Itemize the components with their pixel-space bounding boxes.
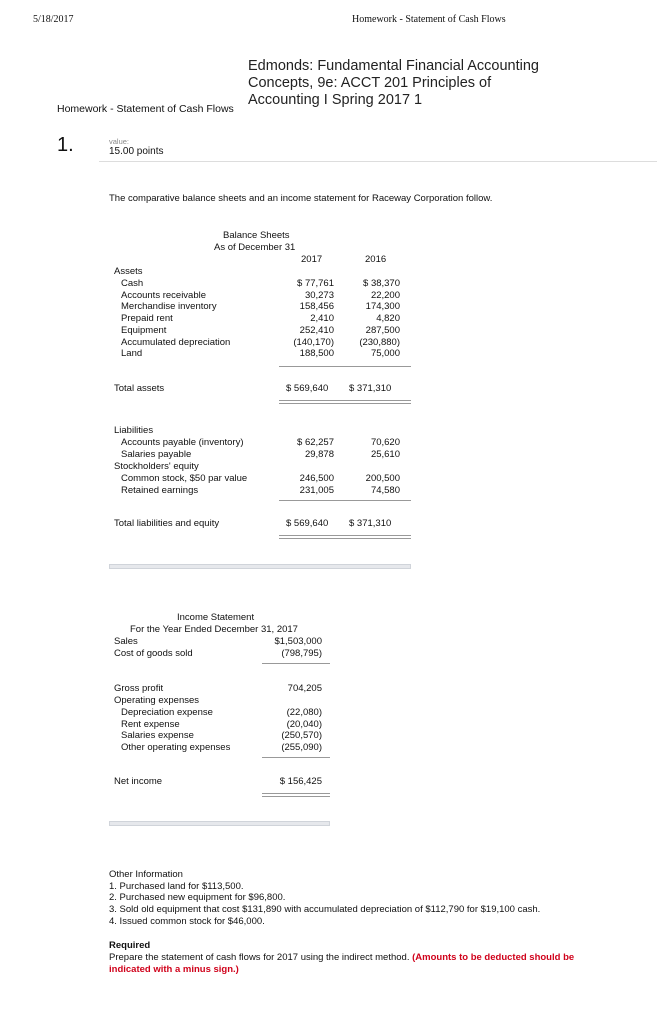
is-subtitle: For the Year Ended December 31, 2017 [130,624,298,635]
underline [279,366,411,367]
bs-row-label: Accounts payable (inventory) [121,437,244,448]
bs-equity-2017 [278,473,334,496]
liabilities-heading: Liabilities [114,425,154,436]
assets-heading: Assets [114,266,143,277]
bs-liab-2016 [344,437,400,460]
bs-title: Balance Sheets [223,230,290,241]
is-value: (255,090) [281,742,322,754]
bs-value: 246,500 [299,473,334,484]
intro-text: The comparative balance sheets and an income statement for Raceway Corporation follow. [109,193,493,204]
bs-row-label: Prepaid rent [121,313,173,325]
is-sales-value: $1,503,000 [274,636,322,647]
is-opex-heading: Operating expenses [114,695,200,706]
required-instruction: Prepare the statement of cash flows for 2017 using the indirect method. [109,952,410,963]
bs-value: (140,170) [293,336,334,348]
bs-value: 25,610 [370,448,400,460]
total-assets-2016: $ 371,310 [349,383,392,394]
bs-value: 74,580 [370,484,400,496]
bs-row-label: Retained earnings [121,484,199,496]
bs-value: 231,005 [299,484,334,496]
bs-value: 30,273 [304,289,334,301]
underline [279,500,411,501]
bs-value: 200,500 [365,473,400,484]
bs-equity-2016 [344,473,400,496]
is-gross-profit-value: 704,205 [287,683,322,694]
bs-value: 22,200 [370,289,400,301]
other-info-item: 3. Sold old equipment that cost $131,890 with accumulated depreciation of $112,790 for $19,100 cash. [109,904,541,916]
bs-value: 287,500 [365,324,400,336]
total-le-label: Total liabilities and equity [114,518,220,529]
bs-row-label: Land [121,348,143,360]
bs-value: 75,000 [370,348,400,360]
is-opex-values [250,707,322,754]
is-gross-profit-label: Gross profit [114,683,164,694]
required-title: Required [109,940,151,951]
is-opex-labels [121,707,230,754]
required-note: (Amounts to be deducted should be indicated with a minus sign.) [109,952,575,975]
bs-value: 158,456 [299,301,334,313]
total-le-2016: $ 371,310 [349,518,392,529]
is-net-income-label: Net income [114,776,163,787]
bs-row-label: Common stock, $50 par value [121,473,248,484]
bs-labels-equity [121,473,247,496]
bs-row-label: Cash [121,278,144,289]
bs-subtitle: As of December 31 [214,242,296,253]
bs-value: $ 62,257 [297,437,334,448]
double-underline [262,796,330,797]
other-info [109,869,540,928]
is-row-label: Rent expense [121,718,180,730]
double-underline [279,400,411,401]
double-underline [279,538,411,539]
other-info-title: Other Information [109,869,183,880]
bs-assets-2016 [344,278,400,360]
is-cogs-value: (798,795) [281,648,322,659]
double-underline [262,793,330,794]
is-row-label: Other operating expenses [121,742,231,754]
print-date: 5/18/2017 [33,14,74,25]
double-underline [279,403,411,404]
is-title: Income Statement [177,612,255,623]
is-sales-label: Sales [114,636,138,647]
bs-col-2016: 2016 [365,254,387,265]
bs-value: 188,500 [299,348,334,360]
is-value: (20,040) [286,718,322,730]
bs-col-2017: 2017 [301,254,323,265]
question-number: 1. [57,134,74,156]
is-value: (22,080) [286,707,322,718]
underline [262,757,330,758]
bs-row-label: Equipment [121,324,167,336]
bs-assets-2017 [278,278,334,360]
other-info-item: 2. Purchased new equipment for $96,800. [109,892,286,904]
bs-value: (230,880) [359,336,400,348]
is-row-label: Depreciation expense [121,707,213,718]
equity-heading: Stockholders' equity [114,461,199,472]
double-underline [279,535,411,536]
bs-value: 2,410 [310,313,334,325]
is-value: (250,570) [281,730,322,742]
bs-row-label: Accumulated depreciation [121,336,231,348]
bs-value: 174,300 [365,301,400,313]
section-separator [109,564,411,569]
bs-row-label: Accounts receivable [121,289,207,301]
course-title: Edmonds: Fundamental Financial Accounting Concepts, 9e: ACCT 201 Principles of Accounting I Spring 2017 1 [248,58,539,108]
is-row-label: Salaries expense [121,730,194,742]
bs-row-label: Merchandise inventory [121,301,217,313]
total-le-2017: $ 569,640 [286,518,329,529]
bs-value: $ 38,370 [363,278,400,289]
bs-labels-assets [121,278,230,360]
bs-value: 29,878 [304,448,334,460]
is-cogs-label: Cost of goods sold [114,648,193,659]
bs-value: 252,410 [299,324,334,336]
bs-liab-2017 [278,437,334,460]
other-info-item: 1. Purchased land for $113,500. [109,880,244,892]
value-label: value: [109,137,130,146]
question-points: 15.00 points [109,146,164,157]
question-divider [99,161,657,162]
bs-value: $ 77,761 [297,278,334,289]
bs-labels-liabilities [121,437,244,460]
total-assets-2017: $ 569,640 [286,383,329,394]
bs-value: 70,620 [370,437,400,448]
print-title: Homework - Statement of Cash Flows [352,14,506,25]
required-text [109,952,609,975]
other-info-item: 4. Issued common stock for $46,000. [109,915,265,927]
assignment-title: Homework - Statement of Cash Flows [57,103,234,115]
bs-row-label: Salaries payable [121,448,192,460]
is-net-income-value: $ 156,425 [279,776,322,787]
section-separator [109,821,330,826]
bs-value: 4,820 [376,313,400,325]
underline [262,663,330,664]
total-assets-label: Total assets [114,383,165,394]
